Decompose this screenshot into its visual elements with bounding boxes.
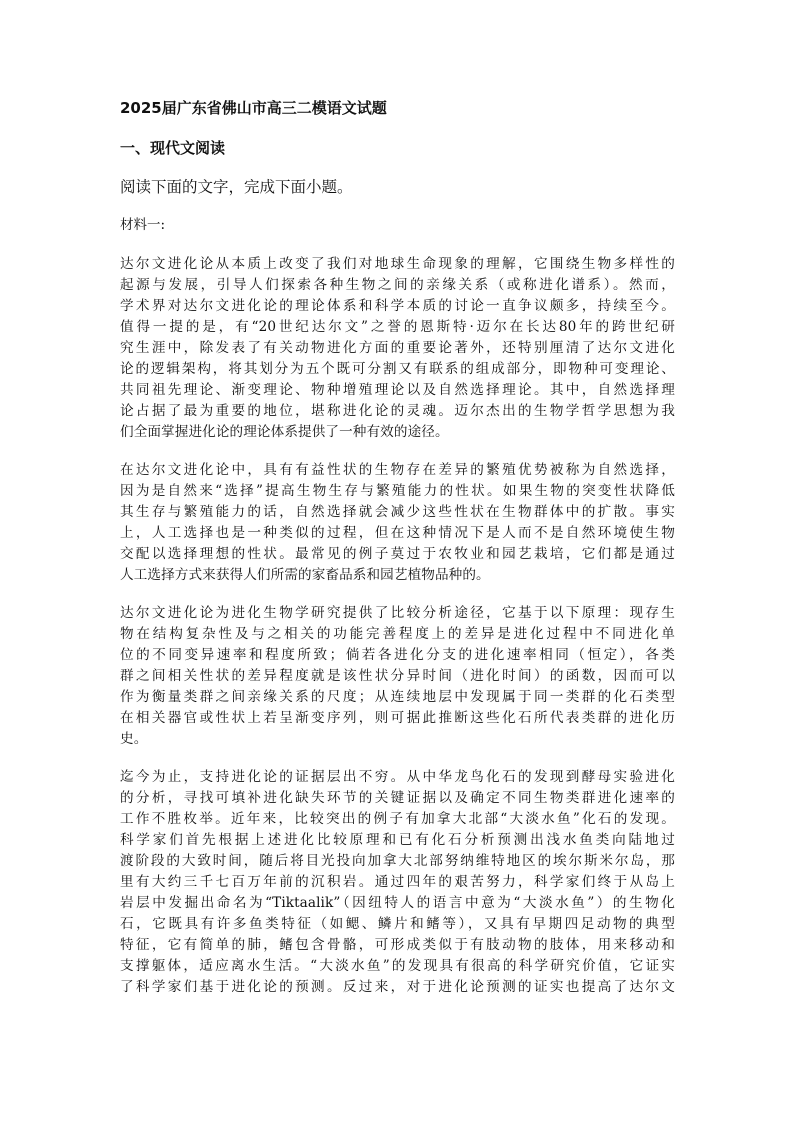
paragraph-line: 因为是自然来“选择”提高生物生存与繁殖能力的性状。如果生物的突变性状降低 (120, 483, 675, 499)
paragraph-line: 科学家们首先根据上述进化比较原理和已有化石分析预测出浅水鱼类向陆地过 (120, 832, 675, 848)
paragraph-line: 达尔文进化论从本质上改变了我们对地球生命现象的理解，它围绕生物多样性的 (120, 256, 675, 272)
paragraph-line: 究生涯中，除发表了有关动物进化方面的重要论著外，还特别厘清了达尔文进化 (120, 340, 675, 356)
section-heading: 一、现代文阅读 (120, 139, 226, 157)
reading-instruction: 阅读下面的文字，完成下面小题。 (120, 178, 353, 196)
paragraph-line: 支撑躯体，适应离水生活。“大淡水鱼”的发现具有很高的科学研究价值，它证实 (120, 958, 675, 974)
paragraph-line: 岩层中发掘出命名为“Tiktaalik”（因纽特人的语言中意为“大淡水鱼”）的生物化 (120, 895, 675, 911)
paragraph-line: 史。 (120, 731, 148, 747)
paragraph-line: 在相关器官或性状上若呈渐变序列，则可据此推断这些化石所代表类群的进化历 (120, 710, 675, 726)
paragraph-line: 石，它既具有许多鱼类特征（如鳃、鳞片和鳍等），又具有早期四足动物的典型 (120, 916, 675, 932)
paragraph-line: 论占据了最为重要的地位，堪称进化论的灵魂。迈尔杰出的生物学哲学思想为我 (120, 403, 675, 419)
paragraph-line: 交配以选择理想的性状。最常见的例子莫过于农牧业和园艺栽培，它们都是通过 (120, 546, 675, 562)
paragraph-line: 工作不胜枚举。近年来，比较突出的例子有加拿大北部“大淡水鱼”化石的发现。 (120, 811, 675, 827)
paragraph-line: 达尔文进化论为进化生物学研究提供了比较分析途径，它基于以下原理：现存生 (120, 605, 675, 621)
material-label: 材料一: (120, 217, 166, 233)
paragraph-line: 迄今为止，支持进化论的证据层出不穷。从中华龙鸟化石的发现到酵母实验进化 (120, 769, 675, 785)
paragraph-line: 论的逻辑架构，将其划分为五个既可分割又有联系的组成部分，即物种可变理论、 (120, 361, 675, 377)
paragraph-line: 群之间相关性状的差异程度就是该性状分异时间（进化时间）的函数，因而可以 (120, 668, 675, 684)
paragraph-3 (120, 603, 675, 750)
paragraph-2 (120, 460, 675, 586)
paragraph-line: 位的不同变异速率和程度所致；倘若各进化分支的进化速率相同（恒定），各类 (120, 647, 675, 663)
paragraph-line: 在达尔文进化论中，具有有益性状的生物存在差异的繁殖优势被称为自然选择， (120, 462, 675, 478)
paragraph-line: 作为衡量类群之间亲缘关系的尺度；从连续地层中发现属于同一类群的化石类型 (120, 689, 675, 705)
document-title: 2025届广东省佛山市高三二模语文试题 (120, 99, 387, 117)
paragraph-4 (120, 767, 675, 998)
paragraph-line: 特征，它有简单的肺，鳍包含骨骼，可形成类似于有肢动物的肢体，用来移动和 (120, 937, 675, 953)
paragraph-line: 学术界对达尔文进化论的理论体系和科学本质的讨论一直争议颇多，持续至今。 (120, 298, 675, 314)
paragraph-line: 了科学家们基于进化论的预测。反过来，对于进化论预测的证实也提高了达尔文 (120, 979, 675, 995)
paragraph-line: 物在结构复杂性及与之相关的功能完善程度上的差异是进化过程中不同进化单 (120, 626, 675, 642)
paragraph-line: 起源与发展，引导人们探索各种生物之间的亲缘关系（或称进化谱系）。然而， (120, 277, 675, 293)
paragraph-line: 里有大约三千七百万年前的沉积岩。通过四年的艰苦努力，科学家们终于从岛上 (120, 874, 675, 890)
paragraph-line: 其生存与繁殖能力的话，自然选择就会减少这些性状在生物群体中的扩散。事实 (120, 504, 675, 520)
paragraph-line: 渡阶段的大致时间，随后将目光投向加拿大北部努纳维特地区的埃尔斯米尔岛，那 (120, 853, 675, 869)
paragraph-line: 共同祖先理论、渐变理论、物种增殖理论以及自然选择理论。其中，自然选择理 (120, 382, 675, 398)
paragraph-1 (120, 254, 675, 443)
paragraph-line: 们全面掌握进化论的理论体系提供了一种有效的途径。 (120, 424, 449, 440)
paragraph-line: 人工选择方式来获得人们所需的家畜品系和园艺植物品种的。 (120, 567, 490, 583)
paragraph-line: 值得一提的是，有“20世纪达尔文”之誉的恩斯特·迈尔在长达80年的跨世纪研 (120, 319, 675, 335)
paragraph-line: 的分析，寻找可填补进化缺失环节的关键证据以及确定不同生物类群进化速率的 (120, 790, 675, 806)
paragraph-line: 上，人工选择也是一种类似的过程，但在这种情况下是人而不是自然环境使生物 (120, 525, 675, 541)
